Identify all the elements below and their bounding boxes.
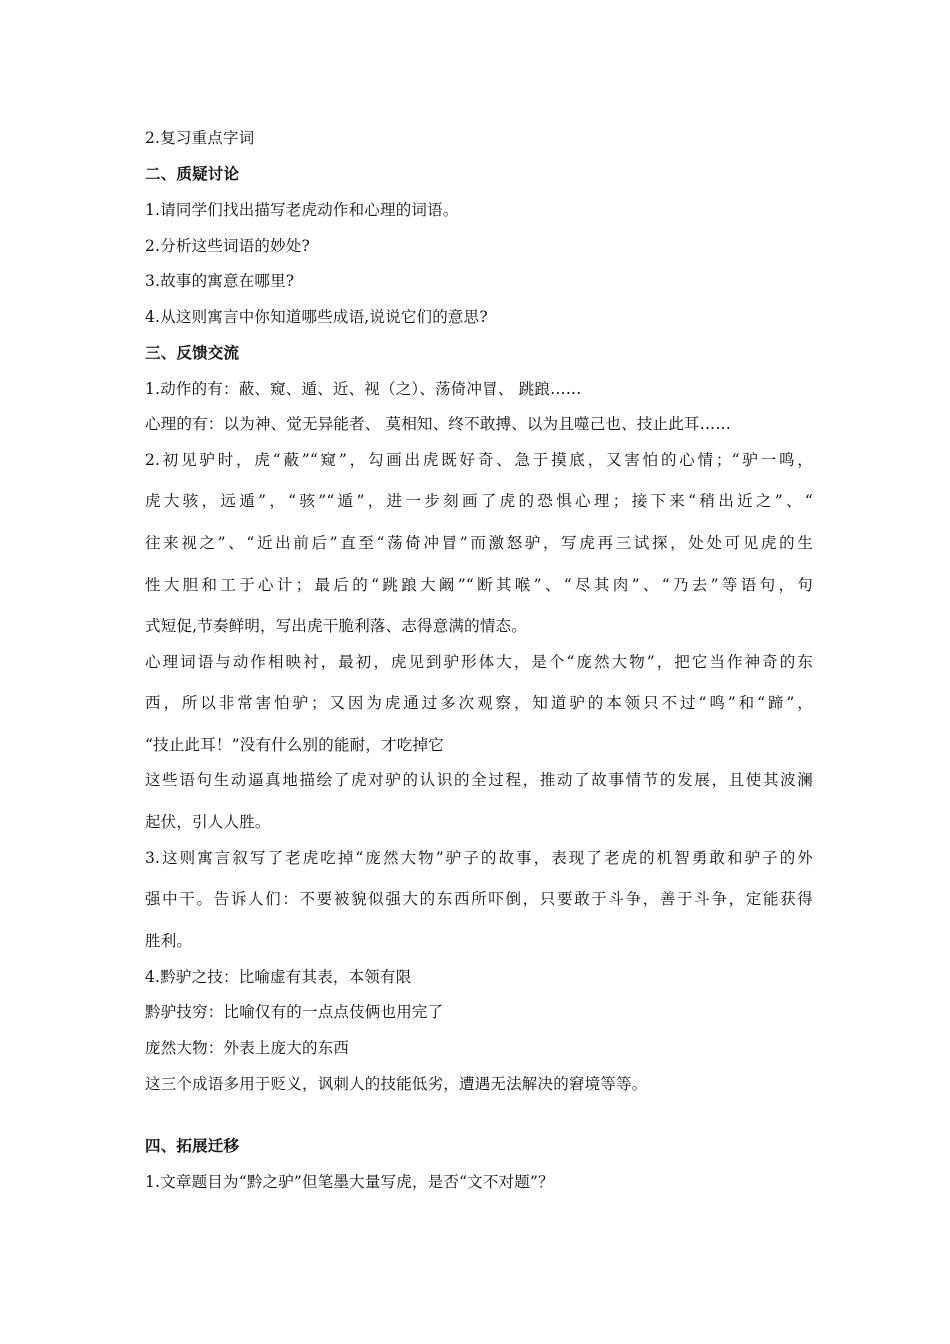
text-line: 心理的有：以为神、觉无异能者、 莫相知、终不敢搏、以为且噬己也、技止此耳…… — [145, 415, 732, 433]
text-line: 式短促,节奏鲜明，写出虎干脆利落、志得意满的情态。 — [145, 617, 527, 635]
text-line: 2.复习重点字词 — [145, 129, 255, 147]
text-line: 2.分析这些词语的妙处? — [145, 237, 310, 255]
text-line: 4.从这则寓言中你知道哪些成语,说说它们的意思? — [145, 308, 488, 326]
text-line: 3.故事的寓意在哪里? — [145, 272, 295, 290]
text-line: 西，所以非常害怕驴；又因为虎通过多次观察，知道驴的本领只不过“鸣”和“蹄”， — [145, 694, 813, 712]
section-heading: 二、质疑讨论 — [145, 165, 240, 183]
text-line: 1.请同学们找出描写老虎动作和心理的词语。 — [145, 201, 459, 219]
text-line: 2.初见驴时，虎“蔽”“窥”，勾画出虎既好奇、急于摸底，又害怕的心情；“驴一鸣， — [145, 451, 813, 469]
text-line: “技止此耳！”没有什么别的能耐，才吃掉它 — [145, 736, 444, 754]
text-line: 虎大骇，远遁”，“骇”“遁”，进一步刻画了虎的恐惧心理；接下来“稍出近之”、“ — [145, 492, 813, 510]
text-line: 4.黔驴之技：比喻虚有其表，本领有限 — [145, 968, 412, 986]
text-line: 1.动作的有：蔽、窥、遁、近、视（之）、荡倚冲冒、 跳踉…… — [145, 380, 582, 398]
section-heading: 四、拓展迁移 — [145, 1137, 240, 1155]
text-line: 黔驴技穷：比喻仅有的一点点伎俩也用完了 — [145, 1003, 444, 1021]
text-line: 性大胆和工于心计；最后的“跳踉大阚”“断其喉”、“尽其肉”、“乃去”等语句，句 — [145, 576, 813, 594]
text-line: 心理词语与动作相映衬，最初，虎见到驴形体大，是个“庞然大物”，把它当作神奇的东 — [145, 653, 813, 671]
text-line: 1.文章题目为“黔之驴”但笔墨大量写虎，是否“文不对题”？ — [145, 1173, 554, 1191]
section-heading: 三、反馈交流 — [145, 344, 240, 362]
text-line: 这些语句生动逼真地描绘了虎对驴的认识的全过程，推动了故事情节的发展，且使其波澜 — [145, 771, 813, 789]
text-line: 起伏，引人人胜。 — [145, 813, 271, 831]
text-line: 胜利。 — [145, 932, 193, 950]
text-line: 往来视之”、“近出前后”直至“荡倚冲冒”而激怒驴，写虎再三试探，处处可见虎的生 — [145, 534, 813, 552]
text-line: 强中干。告诉人们：不要被貌似强大的东西所吓倒，只要敢于斗争，善于斗争，定能获得 — [145, 890, 813, 908]
text-line: 3.这则寓言叙写了老虎吃掉“庞然大物”驴子的故事，表现了老虎的机智勇敢和驴子的外 — [145, 849, 813, 867]
text-line: 这三个成语多用于贬义，讽刺人的技能低劣，遭遇无法解决的窘境等等。 — [145, 1075, 648, 1093]
text-line: 庞然大物：外表上庞大的东西 — [145, 1039, 350, 1057]
